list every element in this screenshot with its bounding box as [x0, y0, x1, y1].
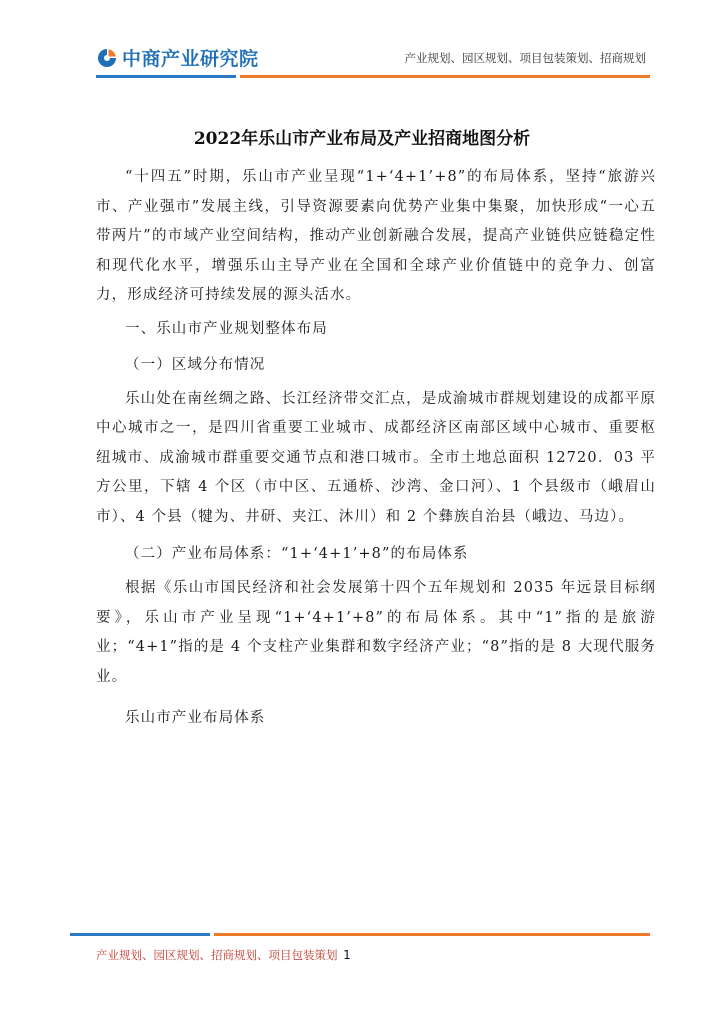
region-paragraph: 乐山处在南丝绸之路、长江经济带交汇点，是成渝城市群规划建设的成都平原中心城市之一，是四川省重要工业城市、成都经济区南部区域中心城市、重要枢纽城市、成渝城市群重要交通节点和港口城市。全市土地总面积 12720．03 平方公里，下辖 4 个区（市中区、五通桥、沙湾、金口河）、1 个县级市（峨眉山市）、4 个县（犍为、井研、夹江、沐川）和 2 个彝族自治县（峨边、马边）。: [96, 390, 656, 525]
logo: [96, 44, 259, 71]
header-rule-orange: [240, 75, 650, 78]
subsection-heading: （二）产业布局体系：“1+‘4+1’+8”的布局体系: [125, 546, 469, 562]
header-tagline: 产业规划、园区规划、项目包装策划、招商规划: [404, 51, 646, 65]
logo-text: 中商产业研究院: [122, 48, 259, 70]
page-header: [0, 0, 724, 80]
document-title: 2022年乐山市产业布局及产业招商地图分析: [193, 129, 531, 149]
document-body: [96, 163, 656, 736]
section-heading: 一、乐山市产业规划整体布局: [125, 320, 328, 337]
page-footer: [96, 947, 351, 963]
intro-paragraph: “十四五”时期，乐山市产业呈现“1+‘4+1’+8”的布局体系，坚持“旅游兴市、产业强市”发展主线，引导资源要素向优势产业集中集聚，加快形成“一心五带两片”的市域产业空间结构，推动产业创新融合发展，提高产业链供应链稳定性和现代化水平，增强乐山主导产业在全国和全球产业价值链中的竞争力、创富力，形成经济可持续发展的源头活水。: [96, 169, 656, 303]
footer-rule-blue: [70, 933, 210, 936]
figure-caption: 乐山市产业布局体系: [125, 710, 266, 726]
logo-mark-icon: [96, 47, 118, 69]
page-number: 1: [343, 948, 351, 962]
subsection-heading: （一）区域分布情况: [125, 356, 266, 373]
header-rule-blue: [96, 75, 236, 78]
footer-rule-orange: [214, 933, 650, 936]
footer-text: 产业规划、园区规划、招商规划、项目包装策划: [96, 948, 338, 962]
layout-paragraph: 根据《乐山市国民经济和社会发展第十四个五年规划和 2035 年远景目标纲要》，乐山市产业呈现“1+‘4+1’+8”的布局体系。其中“1”指的是旅游业；“4+1”指的是 4 个支柱产业集群和数字经济产业；“8”指的是 8 大现代服务业。: [96, 580, 656, 685]
